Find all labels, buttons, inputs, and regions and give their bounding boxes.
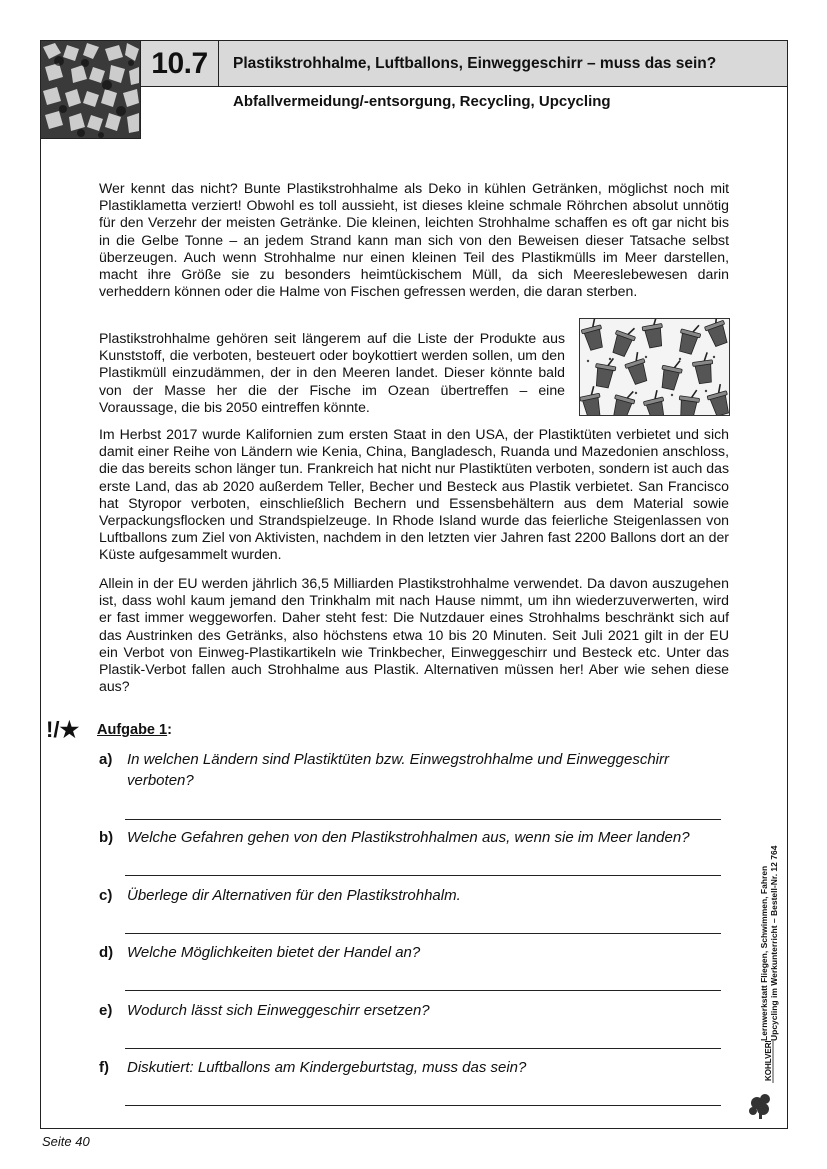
question-label: c) — [99, 887, 113, 904]
answer-line-b[interactable] — [125, 875, 721, 876]
task-heading-label: Aufgabe 1 — [97, 722, 168, 738]
question-f — [99, 1057, 739, 1078]
question-b — [99, 827, 739, 848]
question-text: Welche Möglichkeiten bietet der Handel an? — [127, 944, 421, 961]
chapter-title: Plastikstrohhalme, Luftballons, Einweggeschirr – muss das sein? — [233, 55, 717, 72]
series-title: Lernwerkstatt Fliegen, Schwimmen, Fahren — [759, 865, 769, 1041]
cups-pattern-illustration — [579, 318, 730, 416]
question-label: f) — [99, 1059, 109, 1076]
question-c — [99, 885, 739, 906]
question-e — [99, 1000, 739, 1021]
question-a — [99, 749, 739, 791]
chapter-thumbnail-image — [41, 41, 141, 139]
publisher-name: KOHLVERLAG — [764, 1041, 773, 1081]
answer-line-c[interactable] — [125, 933, 721, 934]
answer-line-e[interactable] — [125, 1048, 721, 1049]
question-label: d) — [99, 944, 114, 961]
paragraph-bans: Im Herbst 2017 wurde Kalifornien zum ersten Staat in den USA, der Plastiktüten verbietet und sich damit einer Reihe von Ländern wie Kenia, China, Bangladesch, Ruanda und Mazedonien anschloss, die das bereits schon länger tun. Frankreich hat nicht nur Plastiktüten verboten, sondern ist auch das erste Land, das ab 2020 außerdem Teller, Becher und Besteck aus Plastik verbietet. San Francisco hat Styropor verboten, einschließlich Bechern und Essensbehältern aus dem Material sowie Verpackungsflocken und Strandspielzeuge. In Rhode Island wurde das feierliche Steigenlassen von Luftballons zum Ziel von Aktivisten, nachdem in den letzten vier Jahren fast 2200 Ballons dort an der Küste aufgesammelt wurden. — [99, 426, 729, 563]
question-text: In welchen Ländern sind Plastiktüten bzw. Einwegstrohhalme und Einweggeschirr verboten? — [127, 751, 669, 789]
question-text: Diskutiert: Luftballons am Kindergeburtstag, muss das sein? — [127, 1059, 527, 1076]
task-heading-colon: : — [167, 722, 172, 738]
task-difficulty-marker: !/★ — [46, 717, 80, 742]
question-text: Überlege dir Alternativen für den Plastikstrohhalm. — [127, 887, 461, 904]
answer-line-d[interactable] — [125, 990, 721, 991]
question-label: b) — [99, 829, 114, 846]
question-text: Wodurch lässt sich Einweggeschirr ersetzen? — [127, 1002, 430, 1019]
paragraph-eu: Allein in der EU werden jährlich 36,5 Milliarden Plastikstrohhalme verwendet. Da davon auszugehen ist, dass wohl kaum jemand den Trinkhalm mit nach Hause nimmt, um ihn wiederzuverwerten, wird er fast immer weggeworfen. Daher steht fest: Die Nutzdauer eines Strohhalms beschränkt sich auf das Austrinken des Getränks, also höchstens etwa 10 bis 20 Minuten. Seit Juli 2021 gilt in der EU ein Verbot von Einweg-Plastikartikeln wie Trinkbecher, Einweggeschirr und Besteck etc. Unter das Plastik-Verbot fallen auch Strohhalme aus Plastik. Alternativen müssen her! Aber wie sehen diese aus? — [99, 575, 729, 695]
series-order-number: Upcycling im Werkunterricht – Bestell-Nr. 12 764 — [769, 845, 779, 1041]
paragraph-intro: Wer kennt das nicht? Bunte Plastikstrohhalme als Deko in kühlen Getränken, möglichst noch mit Plastiklametta verziert! Obwohl es toll aussieht, ist dieses kleine schmale Röhrchen absolut unnötig für den Verzehr der meisten Getränke. Die kleinen, leichten Strohhalme schaffen es oft gar nicht bis in die Gelbe Tonne – an jedem Strand kann man sich von den Beweisen dieser Tatsache selbst überzeugen. Auch wenn Strohhalme nur einen kleinen Teil des Plastikmülls im Meer darstellen, macht ihre Größe sie zu besonders heimtückischem Müll, da sich Meereslebewesen darin verheddern können oder die Halme von Fischen gefressen werden, die daran sterben. — [99, 180, 729, 300]
chapter-subtitle: Abfallvermeidung/-entsorgung, Recycling, Upcycling — [233, 93, 611, 110]
question-label: e) — [99, 1002, 113, 1019]
series-info-vertical — [739, 781, 779, 1041]
publisher-logo — [747, 1041, 781, 1121]
page-number: Seite 40 — [42, 1134, 90, 1149]
answer-line-f[interactable] — [125, 1105, 721, 1106]
chapter-number: 10.7 — [141, 41, 219, 87]
question-d — [99, 942, 739, 963]
answer-line-a[interactable] — [125, 819, 721, 820]
paragraph-plastic-straws: Plastikstrohhalme gehören seit längerem auf die Liste der Produkte aus Kunststoff, die verboten, besteuert oder boykottiert werden sollen, um den Plastikmüll einzudämmen, der in den Meeren landet. Dieser könnte bald von der Masse her die der Fische im Ozean übertreffen – eine Voraussage, die bis 2050 eintreffen könnte. — [99, 330, 565, 415]
task-heading — [97, 722, 172, 738]
question-label: a) — [99, 751, 113, 768]
worksheet-frame — [40, 40, 788, 1129]
header-bar — [141, 41, 787, 87]
question-text: Welche Gefahren gehen von den Plastikstrohhalmen aus, wenn sie im Meer landen? — [127, 829, 690, 846]
